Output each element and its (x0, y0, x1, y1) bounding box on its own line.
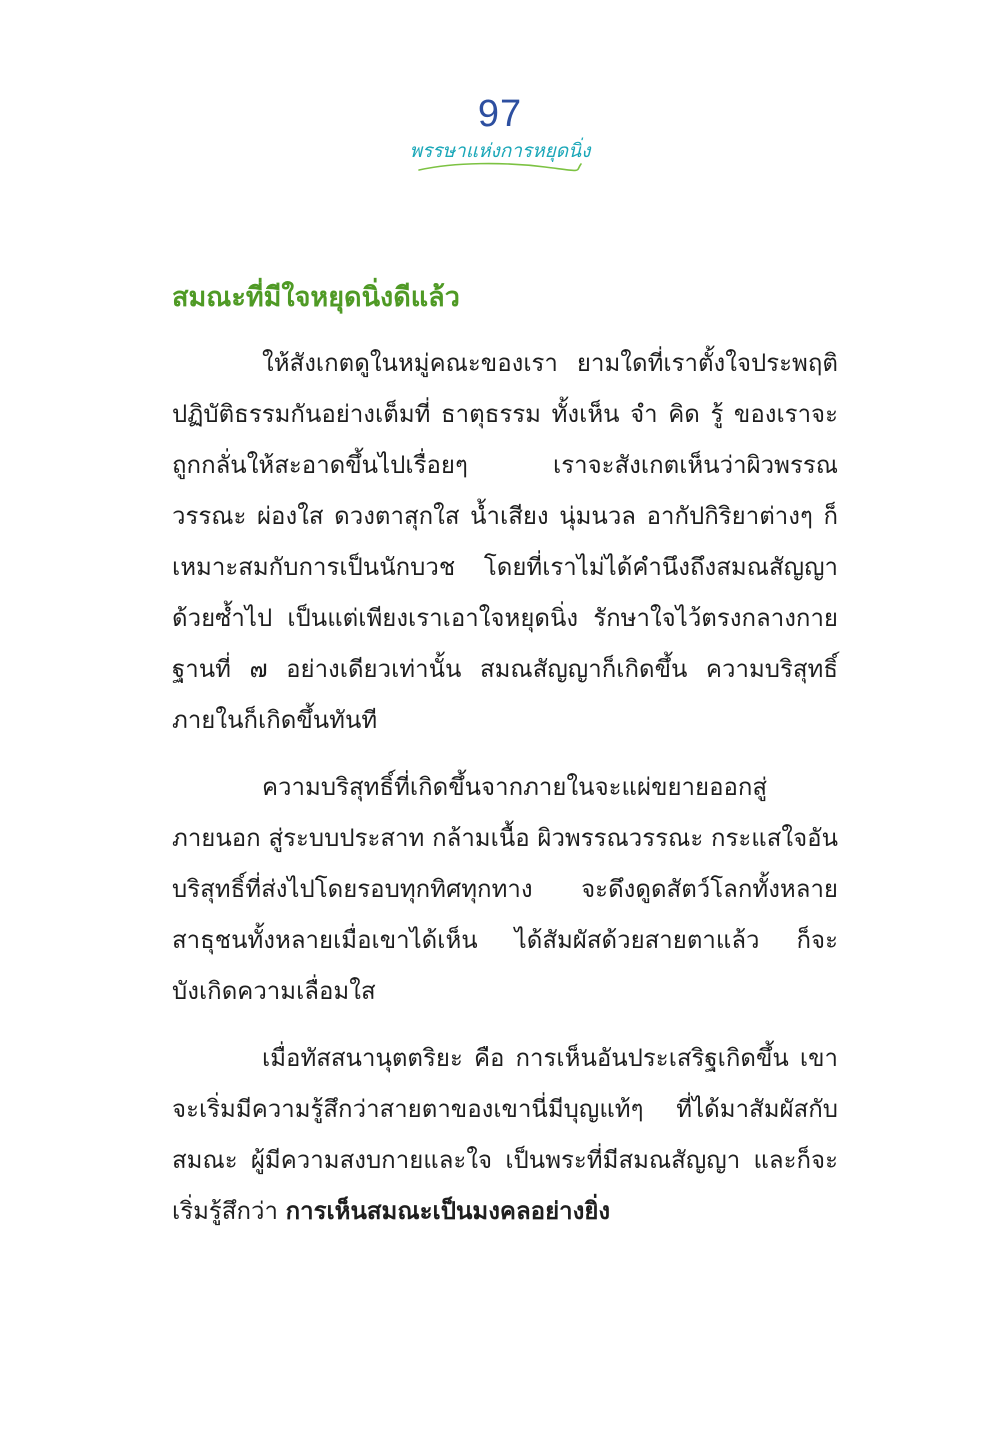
body-text (172, 338, 838, 1253)
paragraph-3 (172, 1033, 838, 1237)
page-header (0, 92, 1000, 174)
paragraph-2-text: ความบริสุทธิ์ที่เกิดขึ้นจากภายในจะแผ่ขยายออกสู่ภายนอก สู่ระบบประสาท กล้ามเนื้อ ผิวพรรณวรรณะ กระแสใจอันบริสุทธิ์ที่ส่งไปโดยรอบทุกทิศทุกทาง จะดึงดูดสัตว์โลกทั้งหลาย สาธุชนทั้งหลายเมื่อเขาได้เห็น ได้สัมผัสด้วยสายตาแล้ว ก็จะบังเกิดความเลื่อมใส (172, 773, 838, 1005)
paragraph-3-text: เมื่อทัสสนานุตตริยะ คือ การเห็นอันประเสริฐเกิดขึ้น เขาจะเริ่มมีความรู้สึกว่าสายตาของเขานี่มีบุญแท้ๆ ที่ได้มาสัมผัสกับสมณะ ผู้มีความสงบกายและใจ เป็นพระที่มีสมณสัญญา และก็จะเริ่มรู้สึกว่า (172, 1044, 838, 1225)
running-book-title: พรรษาแห่งการหยุดนิ่ง (409, 140, 591, 162)
section-heading: สมณะที่มีใจหยุดนิ่งดีแล้ว (172, 282, 460, 313)
paragraph-3-emphasis: การเห็นสมณะเป็นมงคลอย่างยิ่ง (285, 1197, 611, 1225)
paragraph-1-text: ให้สังเกตดูในหมู่คณะของเรา ยามใดที่เราตั้งใจประพฤติปฏิบัติธรรมกันอย่างเต็มที่ ธาตุธรรม ทั้งเห็น จำ คิด รู้ ของเราจะถูกกลั่นให้สะอาดขึ้นไปเรื่อยๆ เราจะสังเกตเห็นว่าผิวพรรณ วรรณะ ผ่องใส ดวงตาสุกใส น้ำเสียง นุ่มนวล อากัปกิริยาต่างๆ ก็เหมาะสมกับการเป็นนักบวช โดยที่เราไม่ได้คำนึงถึงสมณสัญญาด้วยซ้ำไป เป็นแต่เพียงเราเอาใจหยุดนิ่ง รักษาใจไว้ตรงกลางกายฐานที่ ๗ อย่างเดียวเท่านั้น สมณสัญญาก็เกิดขึ้น ความบริสุทธิ์ภายในก็เกิดขึ้นทันที (172, 349, 838, 734)
paragraph-1 (172, 338, 838, 746)
page-number: 97 (477, 93, 523, 135)
paragraph-2 (172, 762, 838, 1017)
